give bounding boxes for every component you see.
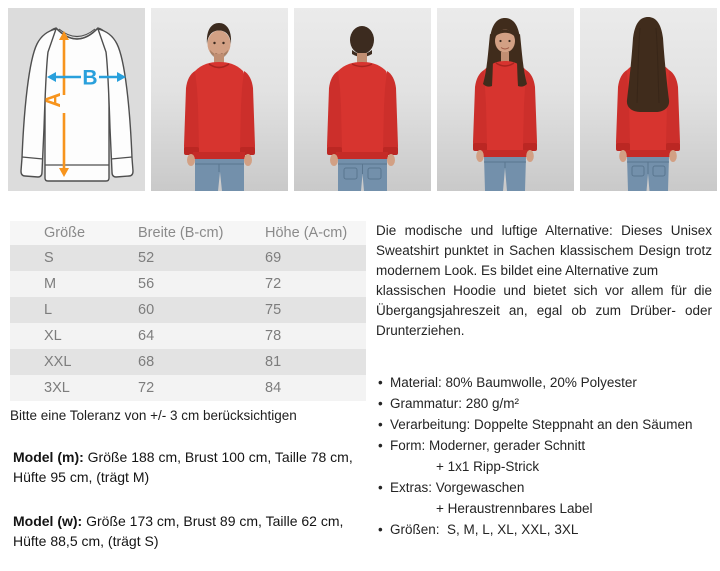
female-front-illustration [437, 8, 574, 191]
breite-cell: 60 [138, 302, 155, 318]
size-cell: XXL [44, 354, 72, 370]
measure-label-a: A [42, 92, 65, 108]
photo-female-back[interactable] [580, 8, 717, 191]
column-header-breite: Breite (B-cm) [138, 221, 265, 245]
product-description-column [376, 221, 712, 551]
feature-item-extras: • Extras: Vorgewaschen + Heraustrennbares Label [376, 477, 712, 519]
breite-cell: 72 [138, 380, 155, 396]
breite-cell: 68 [138, 354, 155, 370]
hoehe-cell: 72 [265, 276, 282, 292]
details-section [0, 221, 720, 551]
product-gallery [0, 0, 720, 191]
photo-female-front[interactable] [437, 8, 574, 191]
breite-cell: 56 [138, 276, 155, 292]
model-m-info [13, 447, 365, 487]
model-w-label: Model (w): [13, 513, 83, 529]
breite-cell: 52 [138, 250, 155, 266]
hoehe-cell: 78 [265, 328, 282, 344]
feature-subitem: + Heraustrennbares Label [436, 501, 593, 516]
size-cell: L [44, 302, 53, 318]
table-row [10, 349, 366, 375]
male-front-illustration [151, 8, 288, 191]
model-w-info [13, 511, 365, 551]
table-row [10, 323, 366, 349]
hoehe-cell: 84 [265, 380, 282, 396]
table-header-row [10, 221, 366, 245]
size-cell: XL [44, 328, 62, 344]
size-table [10, 221, 366, 401]
size-cell: 3XL [44, 380, 70, 396]
measurement-diagram[interactable] [8, 8, 145, 191]
tolerance-note: Bitte eine Toleranz von +/- 3 cm berücksichtigen [10, 408, 297, 423]
photo-male-front[interactable] [151, 8, 288, 191]
table-row [10, 297, 366, 323]
measure-label-b: B [82, 66, 98, 90]
feature-list [376, 372, 712, 540]
model-w-measurements: Größe 173 cm, Brust 89 cm, Taille 62 cm, Hüfte 88,5 cm, (trägt S) [13, 513, 344, 549]
hoehe-cell: 69 [265, 250, 282, 266]
breite-cell: 64 [138, 328, 155, 344]
size-cell: S [44, 250, 54, 266]
table-row [10, 245, 366, 271]
column-header-hoehe: Höhe (A-cm) [265, 221, 366, 245]
feature-subitem: + 1x1 Ripp-Strick [436, 459, 540, 474]
column-header-groesse: Größe [10, 221, 138, 245]
hoehe-cell: 75 [265, 302, 282, 318]
male-back-illustration [294, 8, 431, 191]
model-m-label: Model (m): [13, 449, 84, 465]
feature-item-groessen: • Größen: S, M, L, XL, XXL, 3XL [376, 519, 712, 540]
description-paragraph: klassischen Hoodie und bietet sich vor allem für die Übergangsjahreszeit an, egal ob zum Drüber- oder Drunterziehen. [376, 283, 712, 338]
size-info-column [10, 221, 366, 551]
photo-male-back[interactable] [294, 8, 431, 191]
feature-item-verarbeitung: • Verarbeitung: Doppelte Steppnaht an den Säumen [376, 414, 712, 435]
table-row [10, 375, 366, 401]
table-row [10, 271, 366, 297]
model-m-measurements: Größe 188 cm, Brust 100 cm, Taille 78 cm, Hüfte 95 cm, (trägt M) [13, 449, 353, 485]
feature-item-form: • Form: Moderner, gerader Schnitt + 1x1 Ripp-Strick [376, 435, 712, 477]
description-paragraph: Die modische und luftige Alternative: Dieses Unisex Sweatshirt punktet in Sachen klassischem Design trotz modernem Look. Es bildet eine Alternative zum [376, 223, 712, 278]
size-cell: M [44, 276, 57, 292]
feature-item-grammatur: • Grammatur: 280 g/m² [376, 393, 712, 414]
hoehe-cell: 81 [265, 354, 282, 370]
female-back-illustration [580, 8, 717, 191]
feature-item-material: • Material: 80% Baumwolle, 20% Polyester [376, 372, 712, 393]
sweatshirt-diagram-illustration [8, 8, 145, 191]
